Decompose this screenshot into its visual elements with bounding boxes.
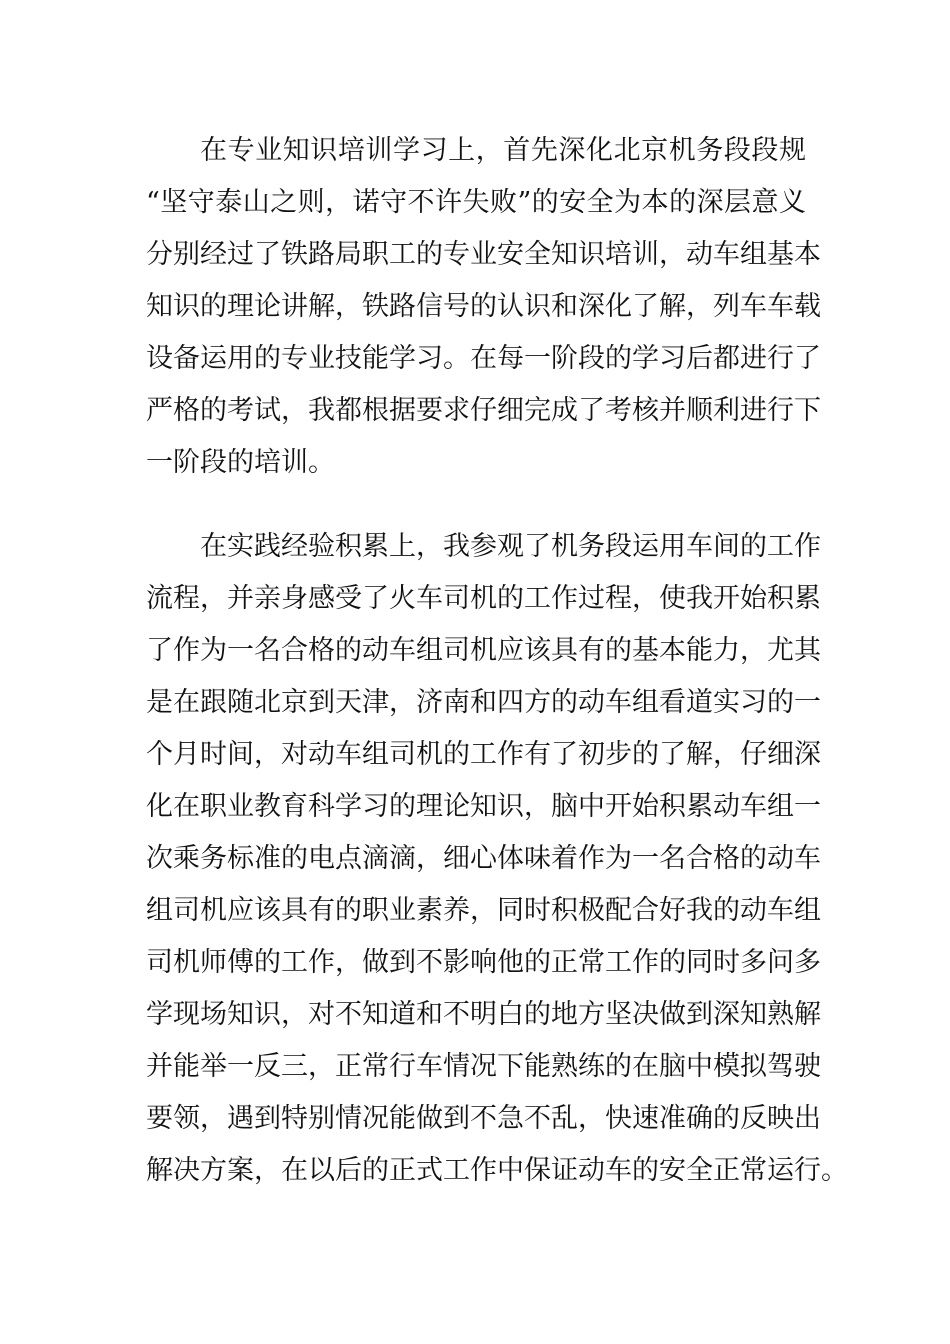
paragraph-line: 严格的考试，我都根据要求仔细完成了考核并顺利进行下: [146, 395, 821, 426]
paragraph-line: 分别经过了铁路局职工的专业安全知识培训，动车组基本: [146, 239, 821, 270]
paragraph-line: 了作为一名合格的动车组司机应该具有的基本能力，尤其: [146, 635, 821, 666]
paragraph-line: 在实践经验积累上，我参观了机务段运用车间的工作: [200, 531, 821, 562]
paragraph-line: 知识的理论讲解，铁路信号的认识和深化了解，列车车载: [146, 291, 821, 322]
paragraph-line: 次乘务标准的电点滴滴，细心体味着作为一名合格的动车: [146, 843, 821, 874]
paragraph-line: 是在跟随北京到天津，济南和四方的动车组看道实习的一: [146, 687, 821, 718]
paragraph-line: 设备运用的专业技能学习。在每一阶段的学习后都进行了: [146, 343, 821, 374]
paragraph-line: “坚守泰山之则，诺守不许失败”的安全为本的深层意义: [146, 187, 806, 218]
paragraph-line: 解决方案，在以后的正式工作中保证动车的安全正常运行。: [146, 1155, 848, 1186]
paragraph-line: 化在职业教育科学习的理论知识，脑中开始积累动车组一: [146, 791, 821, 822]
paragraph-line: 要领，遇到特别情况能做到不急不乱，快速准确的反映出: [146, 1103, 821, 1134]
paragraph-training: [146, 125, 821, 489]
paragraph-line: 一阶段的培训。: [146, 447, 335, 478]
paragraph-line: 学现场知识，对不知道和不明白的地方坚决做到深知熟解: [146, 999, 821, 1030]
paragraph-line: 流程，并亲身感受了火车司机的工作过程，使我开始积累: [146, 583, 821, 614]
paragraph-line: 司机师傅的工作，做到不影响他的正常工作的同时多问多: [146, 947, 821, 978]
paragraph-line: [146, 1197, 806, 1249]
paragraph-line: 在专业知识培训学习上，首先深化北京机务段段规: [200, 135, 806, 166]
paragraph-line: 并能举一反三，正常行车情况下能熟练的在脑中模拟驾驶: [146, 1051, 821, 1082]
paragraph-line: 组司机应该具有的职业素养，同时积极配合好我的动车组: [146, 895, 821, 926]
paragraph-practice: [146, 521, 848, 1249]
paragraph-line: 个月时间，对动车组司机的工作有了初步的了解，仔细深: [146, 739, 821, 770]
